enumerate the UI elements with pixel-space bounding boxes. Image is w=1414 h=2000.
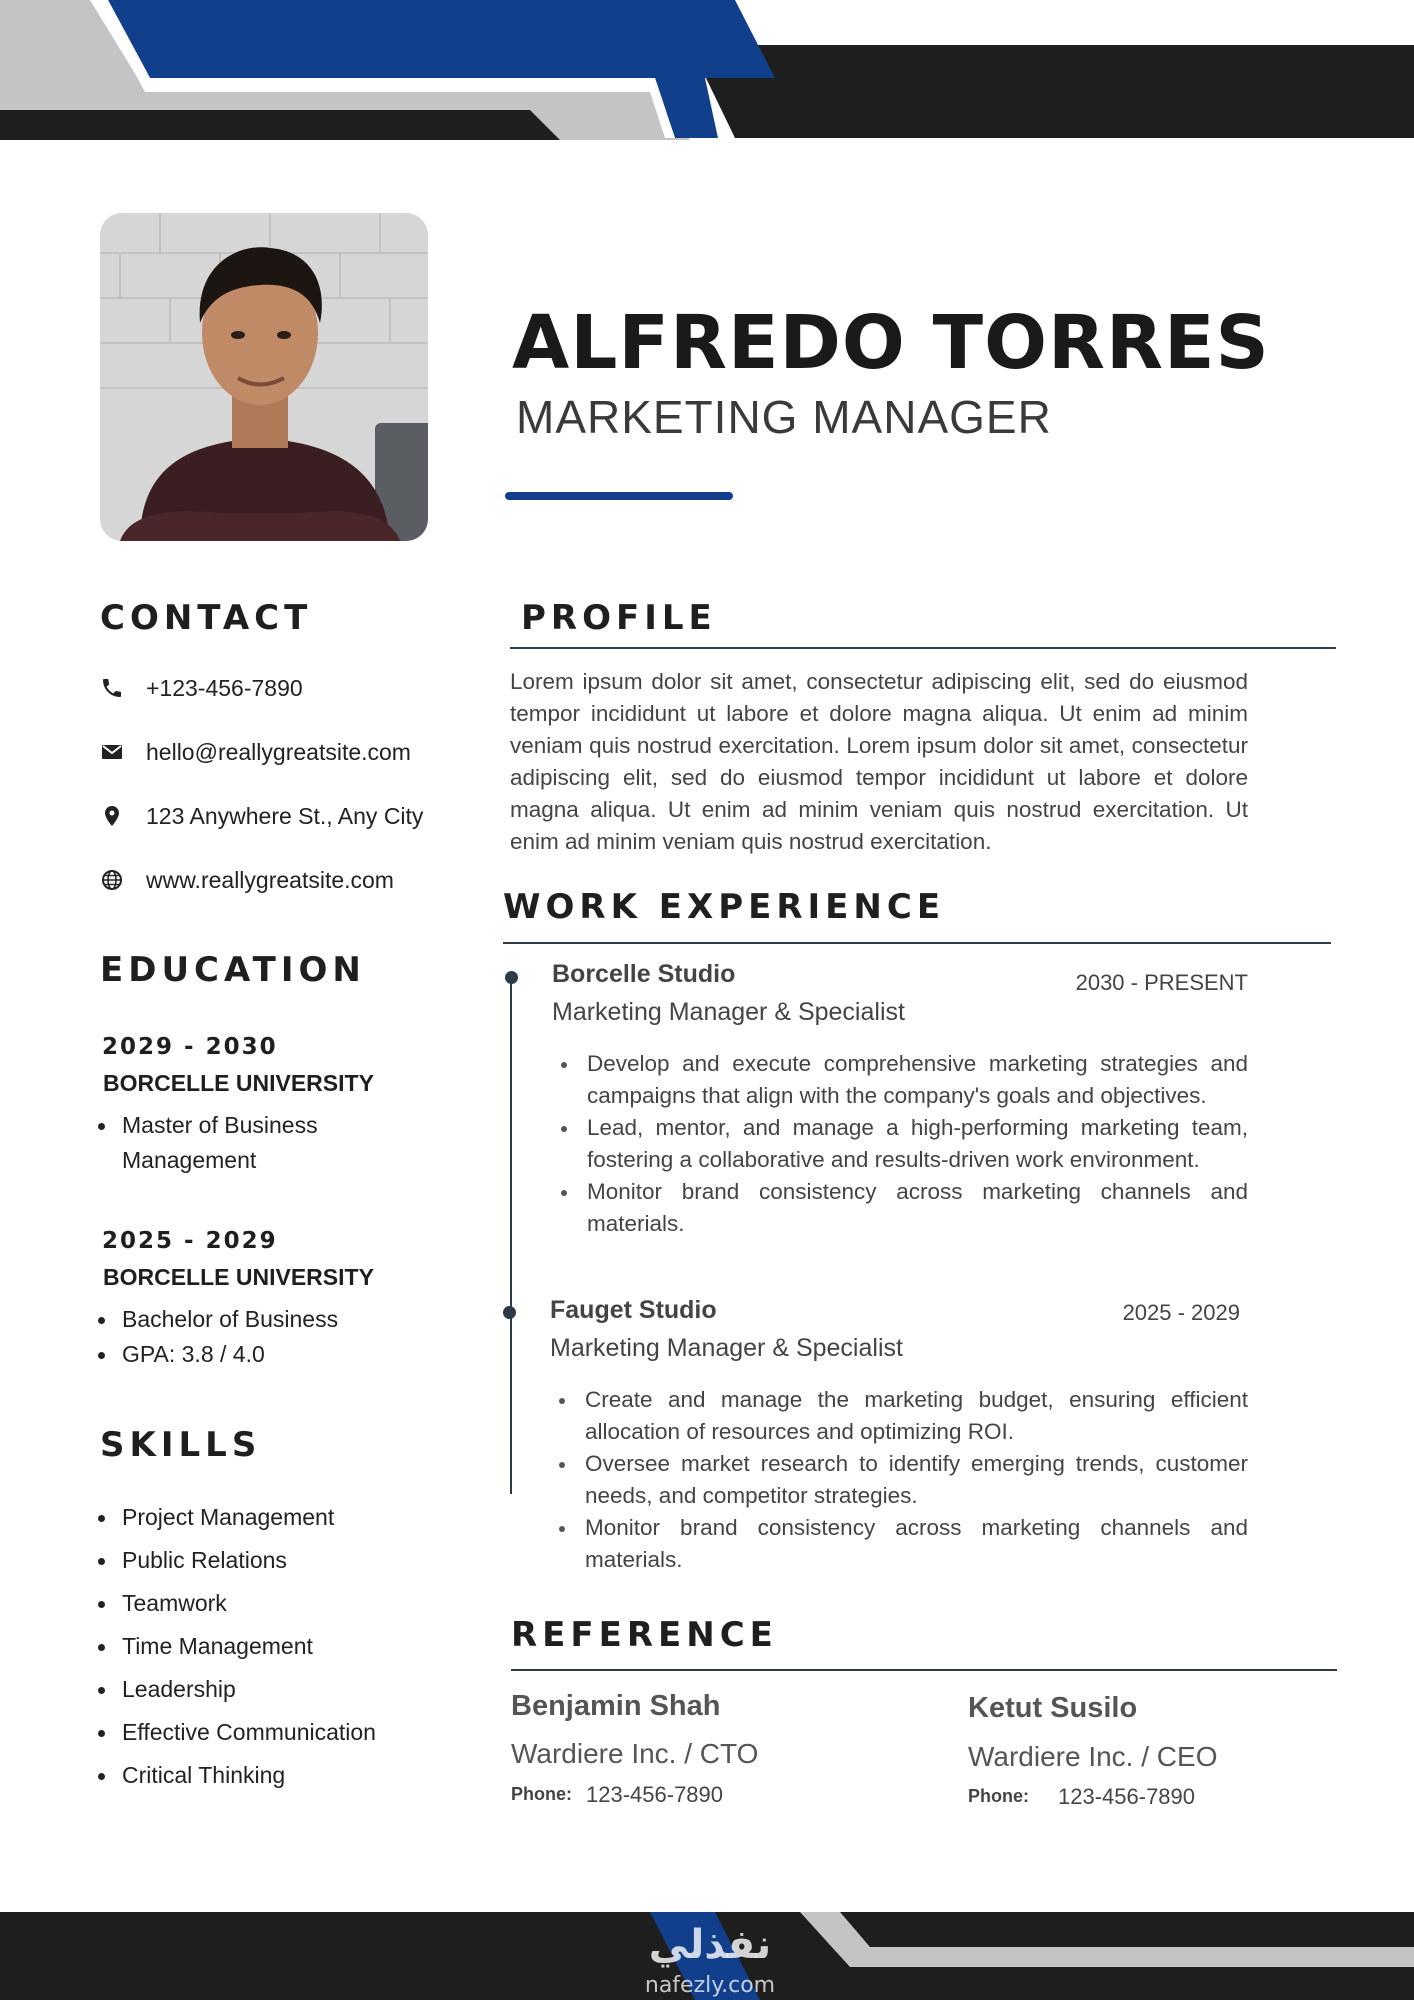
- candidate-name: ALFREDO TORRES: [512, 300, 1270, 386]
- education-heading: EDUCATION: [100, 950, 366, 990]
- reference-phone: 123-456-7890: [586, 1782, 724, 1807]
- location-pin-icon: [100, 804, 124, 828]
- skills-heading: SKILLS: [100, 1425, 262, 1465]
- profile-heading: PROFILE: [521, 598, 717, 638]
- email-icon: [100, 740, 124, 764]
- list-item: Create and manage the marketing budget, ensuring efficient allocation of resources and optimizing ROI.: [555, 1384, 1248, 1448]
- profile-photo: [100, 213, 428, 541]
- education-years: 2025 - 2029: [102, 1228, 278, 1254]
- job-company: Borcelle Studio: [552, 960, 736, 988]
- reference-phone-label: Phone:: [968, 1786, 1029, 1806]
- contact-address-text: 123 Anywhere St., Any City: [146, 802, 424, 829]
- reference-phone-label: Phone:: [511, 1784, 572, 1804]
- list-item: GPA: 3.8 / 4.0: [96, 1337, 396, 1372]
- skill-item: Effective Communication: [96, 1711, 436, 1754]
- reference-org: Wardiere Inc. / CTO: [511, 1738, 759, 1769]
- list-item: Oversee market research to identify emerging trends, customer needs, and competitor strategies.: [555, 1448, 1248, 1512]
- title-accent-bar: [505, 492, 733, 500]
- job-role: Marketing Manager & Specialist: [550, 1334, 903, 1362]
- job-company: Fauget Studio: [550, 1296, 717, 1324]
- timeline-dot: [503, 1306, 516, 1319]
- job-role: Marketing Manager & Specialist: [552, 998, 905, 1026]
- reference-org: Wardiere Inc. / CEO: [968, 1741, 1218, 1772]
- list-item: Monitor brand consistency across marketing channels and materials.: [555, 1512, 1248, 1576]
- education-years: 2029 - 2030: [102, 1034, 278, 1060]
- contact-website-text: www.reallygreatsite.com: [146, 866, 394, 893]
- watermark-latin: nafezly.com: [644, 1973, 776, 1998]
- education-school: BORCELLE UNIVERSITY: [103, 1264, 374, 1290]
- work-heading: WORK EXPERIENCE: [503, 887, 946, 927]
- skill-item: Critical Thinking: [96, 1754, 436, 1797]
- list-item: Develop and execute comprehensive marketing strategies and campaigns that align with the company's goals and objectives.: [557, 1048, 1248, 1112]
- reference-phone: 123-456-7890: [1058, 1784, 1196, 1809]
- education-school: BORCELLE UNIVERSITY: [103, 1070, 374, 1096]
- skill-item: Leadership: [96, 1668, 436, 1711]
- skill-item: Teamwork: [96, 1582, 436, 1625]
- job-dates: 2025 - 2029: [1122, 1300, 1240, 1325]
- timeline-line: [510, 978, 512, 1494]
- globe-icon: [100, 868, 124, 892]
- skill-item: Public Relations: [96, 1539, 436, 1582]
- header-decoration: [0, 0, 1414, 140]
- skill-item: Project Management: [96, 1496, 436, 1539]
- reference-heading: REFERENCE: [511, 1615, 778, 1655]
- profile-summary: Lorem ipsum dolor sit amet, consectetur adipiscing elit, sed do eiusmod tempor incididunt ut labore et dolore magna aliqua. Ut enim ad minim veniam quis nostrud exercitation. Lorem ipsum dolor sit amet, consectetur adipiscing elit, sed do eiusmod tempor incididunt ut labore et dolore magna aliqua. Ut enim ad minim veniam quis nostrud exercitation. Ut enim ad minim veniam quis nostrud exercitation.: [510, 669, 1248, 854]
- skills-list: [96, 1496, 436, 1797]
- list-item: Bachelor of Business: [96, 1302, 396, 1337]
- profile-divider: [510, 647, 1336, 649]
- job-duties: [555, 1384, 1248, 1576]
- work-divider: [503, 942, 1331, 944]
- contact-address: [100, 798, 423, 834]
- watermark-arabic: نفذلي: [648, 1922, 772, 1968]
- education-details: [96, 1302, 396, 1372]
- contact-email: [100, 734, 411, 770]
- contact-email-text: hello@reallygreatsite.com: [146, 738, 411, 765]
- phone-icon: [100, 676, 124, 700]
- candidate-title: MARKETING MANAGER: [516, 391, 1052, 443]
- job-duties: [557, 1048, 1248, 1240]
- contact-heading: CONTACT: [100, 598, 313, 638]
- list-item: Master of Business Management: [96, 1108, 356, 1178]
- contact-website: [100, 862, 394, 898]
- reference-name: Benjamin Shah: [511, 1690, 721, 1722]
- contact-phone: [100, 670, 303, 706]
- reference-divider: [511, 1669, 1337, 1671]
- list-item: Lead, mentor, and manage a high-performing marketing team, fostering a collaborative and results-driven work environment.: [557, 1112, 1248, 1176]
- list-item: Monitor brand consistency across marketing channels and materials.: [557, 1176, 1248, 1240]
- skill-item: Time Management: [96, 1625, 436, 1668]
- contact-phone-text: +123-456-7890: [146, 674, 303, 701]
- watermark-logo: [620, 1912, 800, 2000]
- education-details: [96, 1108, 356, 1178]
- reference-name: Ketut Susilo: [968, 1692, 1138, 1724]
- job-dates: 2030 - PRESENT: [1075, 970, 1248, 995]
- timeline-dot: [505, 971, 518, 984]
